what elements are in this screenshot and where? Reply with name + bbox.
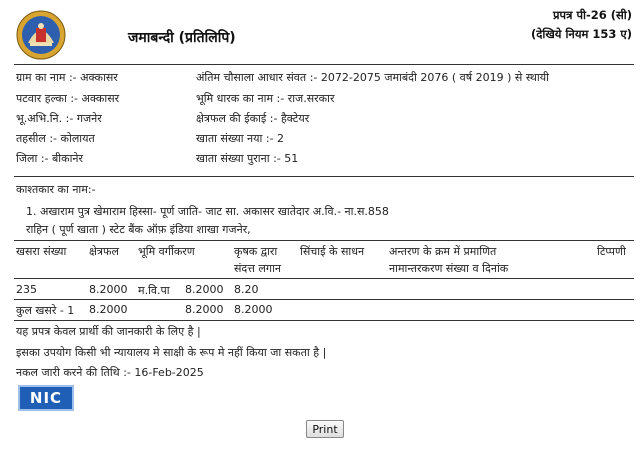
rule-reference: (देखिये नियम 153 ए) — [531, 27, 632, 41]
page-title: जमाबन्दी (प्रतिलिपि) — [128, 30, 236, 46]
cell-class-area: 8.2000 — [185, 283, 224, 296]
divider — [14, 320, 634, 321]
col-header-mutation: अन्तरण के क्रम में प्रमाणित — [389, 245, 497, 258]
land-holder-name: भूमि धारक का नाम :- राज.सरकार — [196, 92, 335, 105]
land-record-inspector: भू.अभि.नि. :- गजनेर — [16, 112, 102, 125]
cultivator-line-1: 1. अखाराम पुत्र खेमाराम हिस्सा- पूर्ण जाति- जाट सा. अकासर खातेदार अ.वि.- ना.स.858 — [26, 205, 389, 218]
col-header-lagan: कृषक द्वारा — [234, 245, 278, 258]
cell-area: 8.2000 — [89, 283, 128, 296]
total-lagan: 8.2000 — [234, 303, 273, 316]
col-header-area: क्षेत्रफल — [89, 245, 119, 258]
account-number-old: खाता संख्या पुराना :- 51 — [196, 152, 299, 165]
cell-lagan: 8.20 — [234, 283, 259, 296]
divider — [14, 176, 634, 177]
col-header-mutation-2: नामान्तरकरण संख्या व दिनांक — [389, 262, 509, 275]
print-button[interactable]: Print — [306, 420, 344, 438]
col-header-khasra: खसरा संख्या — [16, 245, 67, 258]
cell-khasra: 235 — [16, 283, 37, 296]
cell-class-name: म.वि.पा — [138, 284, 170, 297]
info-note: यह प्रपत्र केवल प्रार्थी की जानकारी के लिए है | — [16, 325, 201, 338]
col-header-remarks: टिप्पणी — [597, 245, 626, 258]
col-header-irrigation: सिंचाई के साधन — [300, 245, 365, 258]
rajasthan-emblem-logo — [16, 10, 66, 60]
account-number-new: खाता संख्या नया :- 2 — [196, 132, 285, 145]
total-class-area: 8.2000 — [185, 303, 224, 316]
total-label: कुल खसरे - 1 — [16, 304, 75, 317]
tehsil: तहसील :- कोलायत — [16, 132, 95, 145]
col-header-classification: भूमि वर्गीकरण — [138, 245, 195, 258]
col-header-lagan-2: संदत्त लगान — [234, 262, 281, 275]
cultivator-heading: काश्तकार का नाम:- — [16, 183, 96, 196]
settlement-year: अंतिम चौसाला आधार संवत :- 2072-2075 जमाबंदी 2076 ( वर्ष 2019 ) से स्थायी — [196, 71, 549, 84]
total-area: 8.2000 — [89, 303, 128, 316]
nic-logo: NIC — [18, 385, 74, 411]
area-unit: क्षेत्रफल की ईकाई :- हैक्टेयर — [196, 112, 310, 125]
patwar-halka: पटवार हल्का :- अक्कासर — [16, 92, 120, 105]
village-name: ग्राम का नाम :- अक्कासर — [16, 71, 118, 84]
district: जिला :- बीकानेर — [16, 152, 84, 165]
divider — [14, 299, 634, 300]
legal-note: इसका उपयोग किसी भी न्यायालय मे साक्षी के रूप मे नहीं किया जा सकता है | — [16, 346, 327, 359]
divider — [14, 240, 634, 241]
cultivator-line-2: राहिन ( पूर्ण खाता ) स्टेट बैंक ऑफ़ इंडिया शाखा गजनेर, — [26, 223, 251, 236]
divider — [14, 278, 634, 279]
form-number: प्रपत्र पी-26 (सी) — [553, 8, 632, 22]
divider — [14, 64, 634, 65]
issue-date: नकल जारी करने की तिथि :- 16-Feb-2025 — [16, 366, 204, 379]
